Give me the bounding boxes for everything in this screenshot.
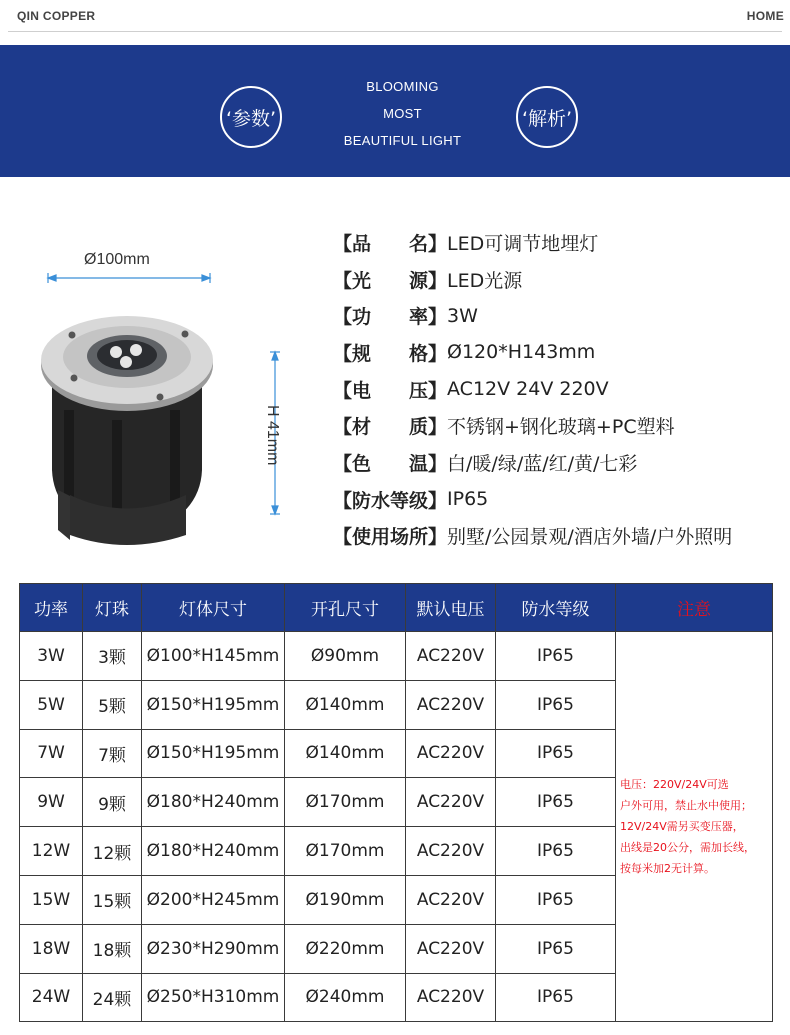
cell-body-size: Ø230*H290mm [142,924,285,973]
cell-voltage: AC220V [406,924,496,973]
spec-row [333,224,732,261]
height-dimension-label: H 41mm [264,405,281,466]
note-line: 户外可用，禁止水中使用； [620,799,752,813]
cell-beads: 18颗 [83,924,142,973]
cell-body-size: Ø150*H195mm [142,729,285,778]
product-section [0,200,790,560]
spec-value: LED光源 [447,269,523,292]
spec-key: 【品 名】 [333,232,448,255]
spec-value: 3W [447,304,478,327]
cell-ip-rating: IP65 [496,778,616,827]
cell-power: 9W [20,778,83,827]
header-beads: 灯珠 [83,584,142,632]
banner-slogan [330,73,475,154]
params-badge: ‘参数’ [220,86,282,148]
spec-key: 【规 格】 [333,342,448,365]
cell-voltage: AC220V [406,875,496,924]
spec-key: 【功 率】 [333,306,448,329]
spec-key: 【材 质】 [333,416,448,439]
cell-power: 7W [20,729,83,778]
top-bar [0,0,790,36]
cell-power: 3W [20,632,83,681]
cell-power: 24W [20,973,83,1022]
width-dimension-line [48,273,210,283]
cell-body-size: Ø100*H145mm [142,632,285,681]
cell-cutout-size: Ø140mm [285,729,406,778]
cell-body-size: Ø250*H310mm [142,973,285,1022]
banner [0,45,790,177]
cell-ip-rating: IP65 [496,827,616,876]
cell-cutout-size: Ø170mm [285,827,406,876]
cell-ip-rating: IP65 [496,632,616,681]
cell-cutout-size: Ø220mm [285,924,406,973]
spec-row [333,481,732,518]
table-header-row [20,584,773,632]
header-cutout-size: 开孔尺寸 [285,584,406,632]
cell-body-size: Ø180*H240mm [142,778,285,827]
note-line: 按每米加2无计算。 [620,862,715,876]
spec-value: 别墅/公园景观/酒店外墙/户外照明 [447,526,733,549]
divider [8,31,782,32]
cell-cutout-size: Ø140mm [285,680,406,729]
spec-value: AC12V 24V 220V [447,378,609,401]
cell-cutout-size: Ø240mm [285,973,406,1022]
note-line: 出线是20公分，需加长线， [620,841,755,855]
lamp-flange [41,316,213,411]
note-line: 12V/24V需另买变压器， [620,820,744,834]
cell-cutout-size: Ø170mm [285,778,406,827]
note-cell [616,632,773,1022]
cell-voltage: AC220V [406,680,496,729]
slogan-line: MOST [383,106,422,121]
spec-value: LED可调节地埋灯 [447,232,599,255]
spec-row [333,518,732,555]
spec-table [19,583,772,1022]
spec-value: 白/暖/绿/蓝/红/黄/七彩 [447,452,638,475]
width-dimension-label: Ø100mm [84,251,150,268]
cell-beads: 24颗 [83,973,142,1022]
spec-row [333,444,732,481]
header-ip-rating: 防水等级 [496,584,616,632]
spec-key: 【电 压】 [333,379,448,402]
spec-row [333,407,732,444]
spec-value: IP65 [447,488,489,511]
cell-beads: 7颗 [83,729,142,778]
home-link[interactable]: HOME [746,9,784,23]
cell-voltage: AC220V [406,632,496,681]
cell-cutout-size: Ø90mm [285,632,406,681]
cell-beads: 15颗 [83,875,142,924]
spec-row [333,371,732,408]
slogan-line: BEAUTIFUL LIGHT [343,133,462,148]
cell-power: 18W [20,924,83,973]
cell-beads: 9颗 [83,778,142,827]
cell-voltage: AC220V [406,729,496,778]
spec-row [333,261,732,298]
slogan-line: BLOOMING [366,79,439,94]
product-image [30,260,290,560]
cell-voltage: AC220V [406,973,496,1022]
cell-ip-rating: IP65 [496,973,616,1022]
spec-row [333,334,732,371]
analysis-badge: ‘解析’ [516,86,578,148]
cell-beads: 5颗 [83,680,142,729]
cell-power: 12W [20,827,83,876]
header-voltage: 默认电压 [406,584,496,632]
header-note: 注意 [616,584,773,632]
header-power: 功率 [20,584,83,632]
cell-beads: 12颗 [83,827,142,876]
cell-ip-rating: IP65 [496,924,616,973]
brand-logo-text[interactable]: QIN COPPER [17,9,96,23]
cell-ip-rating: IP65 [496,875,616,924]
header-body-size: 灯体尺寸 [142,584,285,632]
cell-voltage: AC220V [406,778,496,827]
cell-power: 5W [20,680,83,729]
cell-body-size: Ø200*H245mm [142,875,285,924]
spec-key: 【色 温】 [333,452,448,475]
spec-key: 【使用场所】 [333,526,448,549]
spec-row [333,297,732,334]
spec-value: 不锈钢+钢化玻璃+PC塑料 [447,416,675,439]
cell-power: 15W [20,875,83,924]
spec-value: Ø120*H143mm [447,341,596,364]
cell-voltage: AC220V [406,827,496,876]
cell-beads: 3颗 [83,632,142,681]
table-row [20,632,773,681]
note-line: 电压：220V/24V可选 [620,778,729,792]
cell-ip-rating: IP65 [496,680,616,729]
cell-ip-rating: IP65 [496,729,616,778]
cell-body-size: Ø180*H240mm [142,827,285,876]
spec-key: 【防水等级】 [333,489,448,512]
spec-key: 【光 源】 [333,269,448,292]
spec-list [333,224,732,554]
cell-body-size: Ø150*H195mm [142,680,285,729]
cell-cutout-size: Ø190mm [285,875,406,924]
